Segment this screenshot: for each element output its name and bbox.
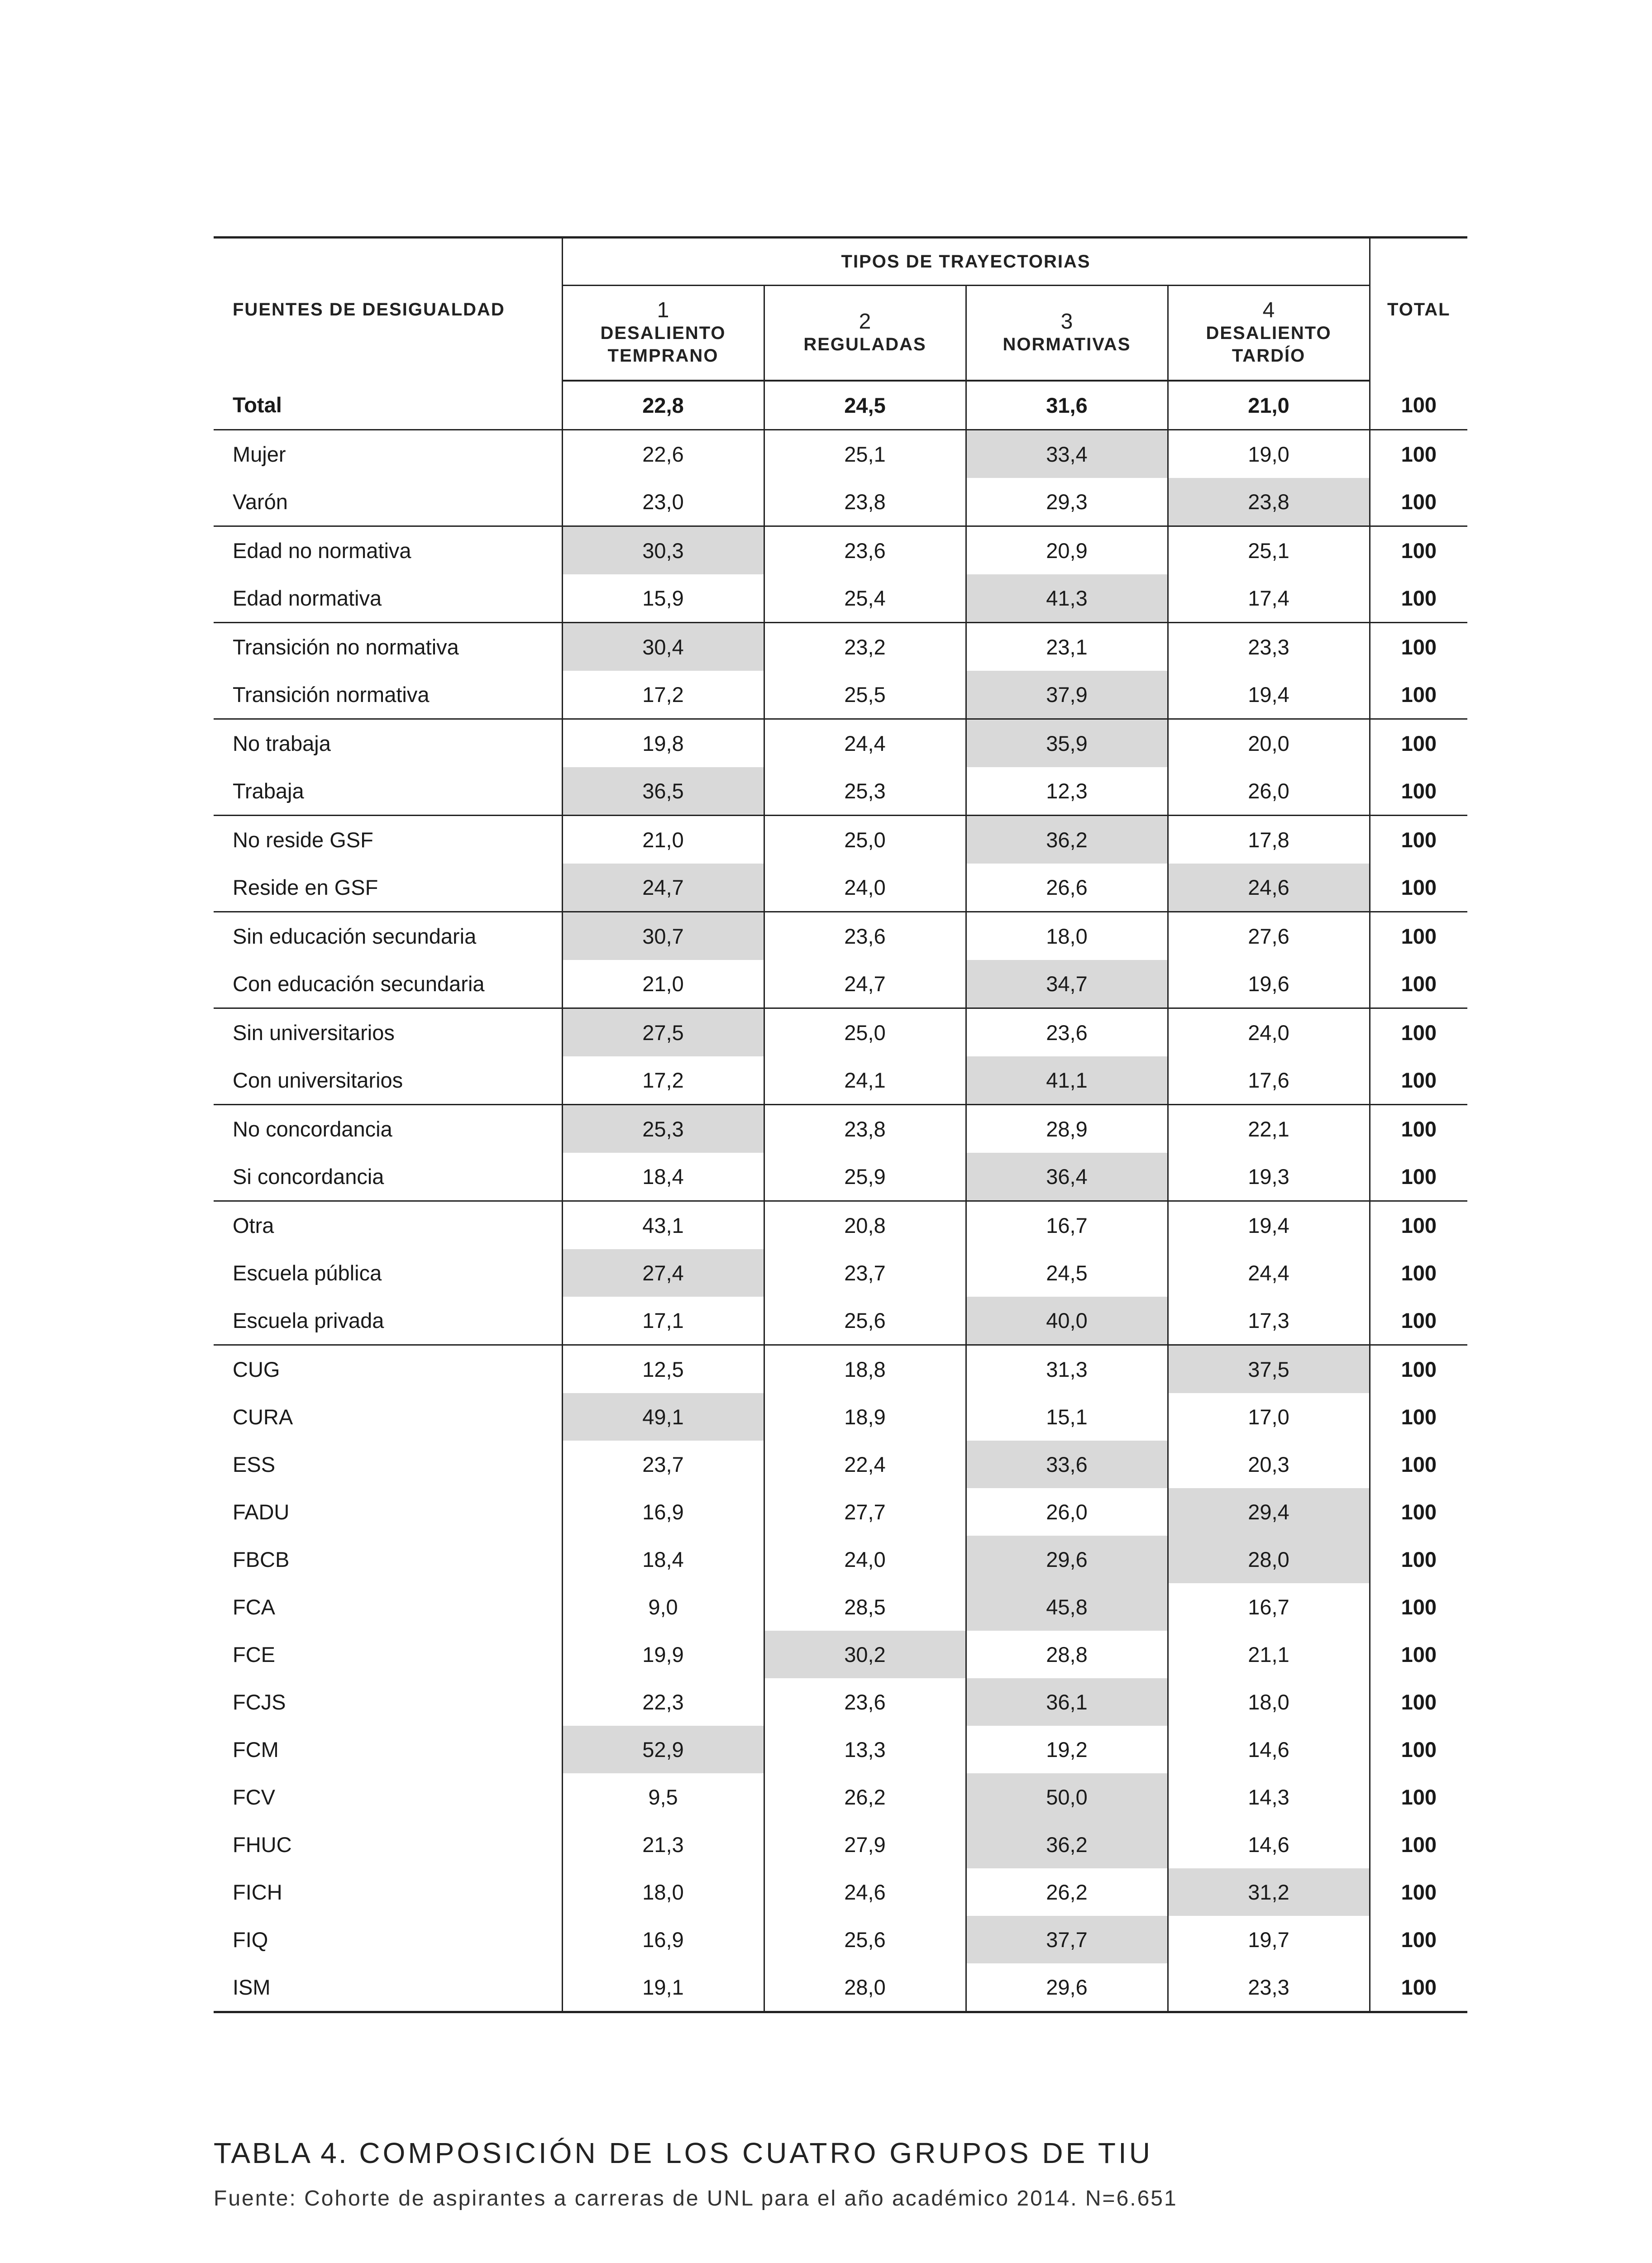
cell-col-3: 26,0 xyxy=(966,1488,1168,1536)
header-col-3 xyxy=(966,286,1168,381)
cell-col-1: 30,3 xyxy=(562,526,764,575)
cell-col-1: 16,9 xyxy=(562,1488,764,1536)
row-label: Total xyxy=(214,381,562,430)
table-row xyxy=(214,1008,1467,1057)
cell-col-2: 23,2 xyxy=(764,623,966,671)
table-row xyxy=(214,1441,1467,1488)
cell-col-2: 25,1 xyxy=(764,430,966,478)
row-label: FBCB xyxy=(214,1536,562,1583)
cell-total: 100 xyxy=(1401,490,1437,514)
row-label: FCE xyxy=(214,1631,562,1678)
cell-col-1: 18,0 xyxy=(562,1868,764,1916)
cell-total: 100 xyxy=(1401,1500,1437,1524)
cell-col-2: 13,3 xyxy=(764,1726,966,1773)
row-label: Transición normativa xyxy=(214,671,562,719)
row-label: FCM xyxy=(214,1726,562,1773)
row-label: Mujer xyxy=(214,430,562,478)
row-label: FCV xyxy=(214,1773,562,1821)
cell-total: 100 xyxy=(1401,1165,1437,1189)
table-row xyxy=(214,1249,1467,1297)
table-row xyxy=(214,1056,1467,1105)
cell-col-1: 23,7 xyxy=(562,1441,764,1488)
cell-col-2: 25,6 xyxy=(764,1297,966,1345)
cell-col-1: 36,5 xyxy=(562,767,764,816)
row-label: FICH xyxy=(214,1868,562,1916)
cell-col-3: 12,3 xyxy=(966,767,1168,816)
row-label: Escuela privada xyxy=(214,1297,562,1345)
cell-total: 100 xyxy=(1370,430,1467,478)
row-label: No trabaja xyxy=(214,719,562,768)
cell-col-1: 22,6 xyxy=(562,430,764,478)
cell-col-1: 25,3 xyxy=(562,1105,764,1153)
cell-col-4: 31,2 xyxy=(1168,1868,1370,1916)
cell-col-4: 20,3 xyxy=(1168,1441,1370,1488)
cell-col-2: 25,6 xyxy=(764,1916,966,1963)
cell-total: 100 xyxy=(1370,1201,1467,1250)
cell-col-4: 17,4 xyxy=(1168,574,1370,623)
row-label: No reside GSF xyxy=(214,816,562,864)
cell-col-1: 22,3 xyxy=(562,1678,764,1726)
cell-col-1: 30,4 xyxy=(562,623,764,671)
cell-col-3: 36,2 xyxy=(966,1821,1168,1868)
cell-col-2: 23,6 xyxy=(764,1678,966,1726)
cell-total: 100 xyxy=(1401,1785,1437,1809)
table-row xyxy=(214,1345,1467,1394)
cell-col-4: 21,0 xyxy=(1168,381,1370,430)
cell-col-1: 27,4 xyxy=(562,1249,764,1297)
cell-col-1: 21,0 xyxy=(562,960,764,1008)
header-total: TOTAL xyxy=(1370,238,1467,381)
cell-total: 100 xyxy=(1370,912,1467,960)
row-label: Escuela pública xyxy=(214,1249,562,1297)
cell-col-3: 19,2 xyxy=(966,1726,1168,1773)
cell-col-1: 17,2 xyxy=(562,1056,764,1105)
cell-col-4: 19,3 xyxy=(1168,1153,1370,1201)
row-label: CURA xyxy=(214,1393,562,1441)
cell-total: 100 xyxy=(1401,779,1437,803)
cell-col-4: 23,8 xyxy=(1168,478,1370,526)
row-label: Transición no normativa xyxy=(214,623,562,671)
cell-col-3: 24,5 xyxy=(966,1249,1168,1297)
cell-col-4: 14,6 xyxy=(1168,1821,1370,1868)
table-row xyxy=(214,430,1467,478)
cell-total: 100 xyxy=(1401,1738,1437,1762)
cell-col-2: 23,6 xyxy=(764,912,966,960)
cell-col-1: 49,1 xyxy=(562,1393,764,1441)
cell-col-1: 21,0 xyxy=(562,816,764,864)
cell-col-4: 23,3 xyxy=(1168,1963,1370,2012)
trajectory-composition-table xyxy=(214,236,1467,2013)
cell-col-3: 41,1 xyxy=(966,1056,1168,1105)
cell-col-2: 23,7 xyxy=(764,1249,966,1297)
cell-col-4: 25,1 xyxy=(1168,526,1370,575)
table-row xyxy=(214,526,1467,575)
row-label: ESS xyxy=(214,1441,562,1488)
row-label: Con universitarios xyxy=(214,1056,562,1105)
cell-col-2: 27,7 xyxy=(764,1488,966,1536)
row-label: Sin universitarios xyxy=(214,1008,562,1057)
cell-col-2: 27,9 xyxy=(764,1821,966,1868)
table-row xyxy=(214,1916,1467,1963)
cell-col-2: 25,4 xyxy=(764,574,966,623)
cell-total: 100 xyxy=(1401,683,1437,707)
header-col-4 xyxy=(1168,286,1370,381)
cell-col-3: 16,7 xyxy=(966,1201,1168,1250)
cell-col-3: 34,7 xyxy=(966,960,1168,1008)
cell-col-4: 24,4 xyxy=(1168,1249,1370,1297)
cell-col-3: 29,6 xyxy=(966,1536,1168,1583)
cell-col-3: 23,1 xyxy=(966,623,1168,671)
header-col-number: 2 xyxy=(859,309,871,334)
row-label: FCA xyxy=(214,1583,562,1631)
cell-total: 100 xyxy=(1401,1068,1437,1092)
cell-col-2: 23,6 xyxy=(764,526,966,575)
cell-total: 100 xyxy=(1370,623,1467,671)
cell-col-1: 19,1 xyxy=(562,1963,764,2012)
cell-total: 100 xyxy=(1401,1547,1437,1571)
cell-col-4: 19,6 xyxy=(1168,960,1370,1008)
cell-col-3: 41,3 xyxy=(966,574,1168,623)
table-row xyxy=(214,1726,1467,1773)
table-row xyxy=(214,1583,1467,1631)
cell-col-2: 25,0 xyxy=(764,816,966,864)
cell-col-3: 26,6 xyxy=(966,864,1168,912)
cell-total: 100 xyxy=(1401,1928,1437,1952)
table-total-row xyxy=(214,381,1467,430)
cell-col-4: 17,8 xyxy=(1168,816,1370,864)
cell-col-4: 17,6 xyxy=(1168,1056,1370,1105)
caption-table-number: TABLA 4. xyxy=(214,2137,349,2169)
cell-col-3: 36,2 xyxy=(966,816,1168,864)
cell-col-4: 19,0 xyxy=(1168,430,1370,478)
cell-col-1: 23,0 xyxy=(562,478,764,526)
cell-total: 100 xyxy=(1401,1690,1437,1714)
cell-total: 100 xyxy=(1401,1452,1437,1476)
table-row xyxy=(214,623,1467,671)
row-label: No concordancia xyxy=(214,1105,562,1153)
cell-col-4: 14,3 xyxy=(1168,1773,1370,1821)
table-row xyxy=(214,912,1467,960)
cell-col-1: 43,1 xyxy=(562,1201,764,1250)
cell-col-2: 23,8 xyxy=(764,1105,966,1153)
row-label: FIQ xyxy=(214,1916,562,1963)
cell-col-3: 36,1 xyxy=(966,1678,1168,1726)
table-row xyxy=(214,1963,1467,2012)
cell-col-1: 9,5 xyxy=(562,1773,764,1821)
table-body xyxy=(214,381,1467,2012)
cell-total: 100 xyxy=(1370,1008,1467,1057)
table-row xyxy=(214,719,1467,768)
cell-col-2: 25,3 xyxy=(764,767,966,816)
header-col-number: 4 xyxy=(1262,298,1275,322)
cell-col-3: 33,6 xyxy=(966,1441,1168,1488)
cell-col-2: 30,2 xyxy=(764,1631,966,1678)
cell-total: 100 xyxy=(1401,1595,1437,1619)
cell-total: 100 xyxy=(1401,972,1437,996)
table-row xyxy=(214,1393,1467,1441)
cell-col-3: 31,6 xyxy=(966,381,1168,430)
cell-col-4: 37,5 xyxy=(1168,1345,1370,1394)
cell-col-2: 24,0 xyxy=(764,1536,966,1583)
cell-col-4: 26,0 xyxy=(1168,767,1370,816)
cell-col-2: 24,1 xyxy=(764,1056,966,1105)
table-row xyxy=(214,1105,1467,1153)
cell-col-4: 17,0 xyxy=(1168,1393,1370,1441)
cell-col-2: 24,4 xyxy=(764,719,966,768)
cell-col-4: 28,0 xyxy=(1168,1536,1370,1583)
cell-total: 100 xyxy=(1370,526,1467,575)
cell-total: 100 xyxy=(1370,1105,1467,1153)
header-col-name: REGULADAS xyxy=(803,334,926,354)
table-row xyxy=(214,478,1467,526)
cell-col-4: 19,4 xyxy=(1168,1201,1370,1250)
header-col-1 xyxy=(562,286,764,381)
cell-col-2: 18,9 xyxy=(764,1393,966,1441)
caption-title: COMPOSICIÓN DE LOS CUATRO GRUPOS DE TIU xyxy=(359,2137,1153,2169)
row-label: FCJS xyxy=(214,1678,562,1726)
header-col-name: DESALIENTO TARDÍO xyxy=(1206,323,1332,366)
table-header xyxy=(214,238,1467,381)
row-label: Con educación secundaria xyxy=(214,960,562,1008)
cell-col-1: 18,4 xyxy=(562,1153,764,1201)
cell-col-1: 30,7 xyxy=(562,912,764,960)
cell-col-2: 18,8 xyxy=(764,1345,966,1394)
table-source-note: Fuente: Cohorte de aspirantes a carreras de UNL para el año académico 2014. N=6.651 xyxy=(214,2187,1178,2210)
table-row xyxy=(214,960,1467,1008)
cell-col-3: 35,9 xyxy=(966,719,1168,768)
cell-col-2: 24,7 xyxy=(764,960,966,1008)
cell-total: 100 xyxy=(1370,816,1467,864)
table-row xyxy=(214,864,1467,912)
row-label: CUG xyxy=(214,1345,562,1394)
cell-col-3: 23,6 xyxy=(966,1008,1168,1057)
cell-col-4: 19,4 xyxy=(1168,671,1370,719)
table-row xyxy=(214,816,1467,864)
cell-col-2: 23,8 xyxy=(764,478,966,526)
cell-col-1: 19,9 xyxy=(562,1631,764,1678)
cell-col-1: 22,8 xyxy=(562,381,764,430)
cell-col-1: 15,9 xyxy=(562,574,764,623)
cell-total: 100 xyxy=(1401,1308,1437,1332)
row-label: Sin educación secundaria xyxy=(214,912,562,960)
cell-col-2: 24,5 xyxy=(764,381,966,430)
table-row xyxy=(214,1297,1467,1345)
table-row xyxy=(214,1201,1467,1250)
row-label: Si concordancia xyxy=(214,1153,562,1201)
cell-col-3: 20,9 xyxy=(966,526,1168,575)
cell-col-3: 29,3 xyxy=(966,478,1168,526)
cell-col-2: 24,0 xyxy=(764,864,966,912)
cell-total: 100 xyxy=(1401,586,1437,610)
cell-col-3: 37,9 xyxy=(966,671,1168,719)
cell-col-4: 17,3 xyxy=(1168,1297,1370,1345)
cell-col-1: 9,0 xyxy=(562,1583,764,1631)
cell-col-4: 16,7 xyxy=(1168,1583,1370,1631)
cell-col-4: 24,6 xyxy=(1168,864,1370,912)
row-label: FADU xyxy=(214,1488,562,1536)
cell-col-1: 24,7 xyxy=(562,864,764,912)
cell-total: 100 xyxy=(1401,875,1437,899)
cell-col-3: 37,7 xyxy=(966,1916,1168,1963)
cell-col-1: 19,8 xyxy=(562,719,764,768)
cell-col-2: 28,5 xyxy=(764,1583,966,1631)
cell-col-3: 15,1 xyxy=(966,1393,1168,1441)
row-label: ISM xyxy=(214,1963,562,2012)
cell-total: 100 xyxy=(1370,1963,1467,2012)
cell-col-1: 21,3 xyxy=(562,1821,764,1868)
header-col-number: 3 xyxy=(1060,309,1073,334)
cell-col-2: 26,2 xyxy=(764,1773,966,1821)
table-row xyxy=(214,1153,1467,1201)
cell-col-4: 19,7 xyxy=(1168,1916,1370,1963)
row-label: Trabaja xyxy=(214,767,562,816)
table-row xyxy=(214,1821,1467,1868)
cell-col-4: 20,0 xyxy=(1168,719,1370,768)
header-col-name: NORMATIVAS xyxy=(1003,334,1131,354)
cell-col-2: 24,6 xyxy=(764,1868,966,1916)
cell-col-2: 22,4 xyxy=(764,1441,966,1488)
table-row xyxy=(214,1488,1467,1536)
cell-col-3: 45,8 xyxy=(966,1583,1168,1631)
cell-total: 100 xyxy=(1401,393,1437,417)
table-row xyxy=(214,574,1467,623)
row-label: Edad no normativa xyxy=(214,526,562,575)
cell-col-1: 17,2 xyxy=(562,671,764,719)
table-caption xyxy=(214,2136,1153,2170)
cell-col-3: 31,3 xyxy=(966,1345,1168,1394)
header-col-name: DESALIENTO TEMPRANO xyxy=(600,323,726,366)
row-label: FHUC xyxy=(214,1821,562,1868)
table-row xyxy=(214,1868,1467,1916)
cell-col-4: 21,1 xyxy=(1168,1631,1370,1678)
table-row xyxy=(214,767,1467,816)
table-row xyxy=(214,1773,1467,1821)
cell-col-3: 36,4 xyxy=(966,1153,1168,1201)
cell-col-3: 29,6 xyxy=(966,1963,1168,2012)
cell-total: 100 xyxy=(1401,1880,1437,1904)
cell-col-4: 18,0 xyxy=(1168,1678,1370,1726)
row-label: Otra xyxy=(214,1201,562,1250)
cell-total: 100 xyxy=(1401,1642,1437,1666)
cell-col-1: 17,1 xyxy=(562,1297,764,1345)
cell-col-3: 18,0 xyxy=(966,912,1168,960)
cell-total: 100 xyxy=(1401,1833,1437,1857)
cell-col-2: 20,8 xyxy=(764,1201,966,1250)
row-label: Edad normativa xyxy=(214,574,562,623)
cell-col-3: 28,9 xyxy=(966,1105,1168,1153)
cell-col-4: 23,3 xyxy=(1168,623,1370,671)
header-col-number: 1 xyxy=(657,298,669,322)
cell-total: 100 xyxy=(1401,1261,1437,1285)
row-label: Reside en GSF xyxy=(214,864,562,912)
cell-col-1: 16,9 xyxy=(562,1916,764,1963)
cell-col-3: 40,0 xyxy=(966,1297,1168,1345)
cell-col-3: 26,2 xyxy=(966,1868,1168,1916)
cell-col-2: 25,0 xyxy=(764,1008,966,1057)
cell-total: 100 xyxy=(1370,1345,1467,1394)
cell-total: 100 xyxy=(1370,719,1467,768)
cell-col-4: 27,6 xyxy=(1168,912,1370,960)
cell-col-3: 50,0 xyxy=(966,1773,1168,1821)
cell-col-1: 27,5 xyxy=(562,1008,764,1057)
cell-col-2: 25,9 xyxy=(764,1153,966,1201)
header-col-2 xyxy=(764,286,966,381)
cell-col-1: 12,5 xyxy=(562,1345,764,1394)
cell-col-3: 28,8 xyxy=(966,1631,1168,1678)
table-row xyxy=(214,1536,1467,1583)
cell-col-2: 28,0 xyxy=(764,1963,966,2012)
table-row xyxy=(214,671,1467,719)
cell-col-4: 14,6 xyxy=(1168,1726,1370,1773)
header-fuentes: FUENTES DE DESIGUALDAD xyxy=(214,238,562,381)
cell-col-4: 29,4 xyxy=(1168,1488,1370,1536)
cell-col-4: 24,0 xyxy=(1168,1008,1370,1057)
row-label: Varón xyxy=(214,478,562,526)
cell-col-1: 52,9 xyxy=(562,1726,764,1773)
cell-col-3: 33,4 xyxy=(966,430,1168,478)
header-tipos: TIPOS DE TRAYECTORIAS xyxy=(562,238,1370,286)
cell-col-2: 25,5 xyxy=(764,671,966,719)
cell-col-1: 18,4 xyxy=(562,1536,764,1583)
table-row xyxy=(214,1631,1467,1678)
table-row xyxy=(214,1678,1467,1726)
cell-col-4: 22,1 xyxy=(1168,1105,1370,1153)
cell-total: 100 xyxy=(1401,1405,1437,1429)
